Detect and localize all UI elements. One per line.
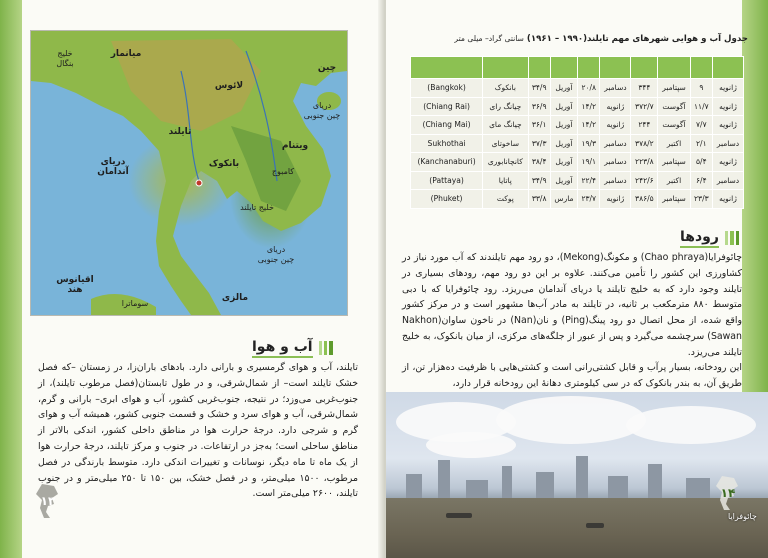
table-cell: ۳۴/۹ bbox=[529, 79, 550, 97]
building-shape bbox=[576, 456, 588, 500]
table-cell: سپتامبر bbox=[658, 79, 689, 97]
table-cell: ۹ bbox=[691, 79, 712, 97]
table-row bbox=[411, 98, 743, 116]
table-cell: چیانگ مای bbox=[483, 116, 527, 134]
label-indian-ocean: اقیانوس هند bbox=[56, 275, 94, 295]
table-cell: دسامبر bbox=[713, 135, 743, 153]
table-cell: ۱۹/۳ bbox=[578, 135, 599, 153]
table-cell: پاتایا bbox=[483, 172, 527, 190]
label-scs-bottom: دریای چین جنوبی bbox=[257, 245, 295, 264]
table-cell: آوریل bbox=[551, 153, 577, 171]
table-header-cell bbox=[658, 57, 689, 78]
table-cell: ۲۲۳/۸ bbox=[631, 153, 657, 171]
table-cell: ۲۴۴ bbox=[631, 116, 657, 134]
cloud-shape bbox=[626, 406, 756, 444]
table-title bbox=[412, 34, 748, 44]
table-row bbox=[411, 190, 743, 208]
table-cell: سپتامبر bbox=[658, 153, 689, 171]
table-cell: ۲/۱ bbox=[691, 135, 712, 153]
table-header-cell bbox=[713, 57, 743, 78]
climate-title: آب و هوا bbox=[252, 339, 313, 358]
table-cell: (Phuket) bbox=[411, 190, 482, 208]
building-shape bbox=[536, 472, 554, 500]
chao-phraya-photo bbox=[386, 392, 768, 558]
section-bars-icon bbox=[319, 341, 333, 355]
building-shape bbox=[608, 476, 628, 500]
table-cell: آوریل bbox=[551, 98, 577, 116]
table-cell: ژانویه bbox=[713, 153, 743, 171]
label-scs-top: دریای چین جنوبی bbox=[303, 101, 341, 120]
table-cell: آوریل bbox=[551, 172, 577, 190]
table-cell: ژانویه bbox=[713, 116, 743, 134]
table-cell: ۲۳/۷ bbox=[578, 190, 599, 208]
table-header-cell bbox=[578, 57, 599, 78]
table-header-cell bbox=[483, 57, 527, 78]
table-cell: دسامبر bbox=[713, 172, 743, 190]
table-header-cell bbox=[691, 57, 712, 78]
rivers-paragraph-1: چائوفرایا(Chao phraya) و مکونگ(Mekong)، دو رود مهم تایلندند که آب مورد نیاز در کشاورزی این کشور را تأمین می‌کنند. علاوه بر این دو رود مهم، رودهای بسیاری در تایلند وجود دارد که به خلیج تایلند یا دریای آندامان می‌ریزد. رود چائوفرایا که با دبی متوسط ۸۸۰ مترمکعب بر ثانیه، در تایلند به مادر آب‌ها مشهور است و در مرکز کشور واقع شده، از محل اتصال دو رود پینگ(Ping) و نان(Nan) در ناخون ساوان(Nakhon Sawan) سرچشمه می‌گیرد و پس از عبور از جلگه‌های مرکزی، از میان بانکوک، به خلیج تایلند می‌ریزد. bbox=[402, 252, 742, 358]
table-cell: دسامبر bbox=[600, 172, 630, 190]
table-cell: (Kanchanaburi) bbox=[411, 153, 482, 171]
table-row bbox=[411, 172, 743, 190]
table-cell: اکتبر bbox=[658, 135, 689, 153]
label-china: چین bbox=[317, 63, 337, 73]
label-cambodia: کامبوج bbox=[271, 167, 295, 176]
table-cell: مارس bbox=[551, 190, 577, 208]
table-cell: ۲۴۲/۶ bbox=[631, 172, 657, 190]
climate-heading bbox=[252, 338, 333, 358]
table-row bbox=[411, 135, 743, 153]
table-cell: (Chiang Rai) bbox=[411, 98, 482, 116]
table-row bbox=[411, 79, 743, 97]
table-cell: ۲۲/۴ bbox=[578, 172, 599, 190]
photo-caption: چائوفرایا bbox=[728, 512, 757, 521]
left-margin-bar bbox=[0, 0, 22, 558]
table-body bbox=[411, 79, 743, 208]
building-shape bbox=[686, 478, 710, 500]
label-laos: لائوس bbox=[214, 81, 244, 91]
table-cell: دسامبر bbox=[600, 153, 630, 171]
table-cell: ۳۸۶/۵ bbox=[631, 190, 657, 208]
thailand-map bbox=[30, 30, 348, 316]
section-bars-icon bbox=[725, 231, 739, 245]
rivers-paragraph-2: این رودخانه، بسیار پرآب و قابل کشتی‌رانی است و کشتی‌هایی با ظرفیت ده‌هزار تن، از طریق آن، به بندر بانکوک که در سی کیلومتری دهانهٔ این رودخانه قرار دارد، bbox=[402, 362, 742, 389]
table-cell: ۳۴/۹ bbox=[529, 172, 550, 190]
table-row bbox=[411, 116, 743, 134]
cloud-shape bbox=[426, 432, 516, 458]
label-vietnam: ویتنام bbox=[281, 141, 309, 151]
table-cell: کانچانابوری bbox=[483, 153, 527, 171]
bangkok-marker bbox=[196, 180, 202, 186]
table-cell: ژانویه bbox=[713, 98, 743, 116]
table-cell: ژانویه bbox=[600, 190, 630, 208]
table-header-cell bbox=[631, 57, 657, 78]
boat-shape bbox=[586, 523, 604, 528]
table-cell: سپتامبر bbox=[658, 190, 689, 208]
label-thai-gulf: خلیج تایلند bbox=[240, 203, 274, 212]
table-cell: آگوست bbox=[658, 116, 689, 134]
building-shape bbox=[502, 466, 512, 500]
table-cell: Sukhothai bbox=[411, 135, 482, 153]
table-unit: سانتی گراد– میلی متر bbox=[454, 34, 524, 43]
table-cell: (Bangkok) bbox=[411, 79, 482, 97]
label-myanmar: میانمار bbox=[110, 49, 142, 59]
table-cell: دسامبر bbox=[600, 135, 630, 153]
table-cell: بانکوک bbox=[483, 79, 527, 97]
cloud-shape bbox=[496, 396, 646, 444]
table-cell: ۳۷۸/۲ bbox=[631, 135, 657, 153]
table-cell: ژانویه bbox=[600, 116, 630, 134]
table-cell: ۵/۴ bbox=[691, 153, 712, 171]
table-cell: ۲۰/۸ bbox=[578, 79, 599, 97]
label-thailand: تایلند bbox=[168, 127, 192, 137]
label-malaysia: مالزی bbox=[221, 293, 249, 303]
table-cell: ۳۶/۱ bbox=[529, 116, 550, 134]
building-shape bbox=[648, 464, 662, 500]
table-cell: ژانویه bbox=[600, 98, 630, 116]
table-cell: آگوست bbox=[658, 98, 689, 116]
table-cell: چیانگ رای bbox=[483, 98, 527, 116]
table-cell: (Pattaya) bbox=[411, 172, 482, 190]
building-shape bbox=[438, 460, 450, 500]
table-header-row bbox=[411, 57, 743, 78]
table-cell: ۳۷۲/۷ bbox=[631, 98, 657, 116]
table-cell: ۱۴/۲ bbox=[578, 98, 599, 116]
table-cell: دسامبر bbox=[600, 79, 630, 97]
table-title-text: جدول آب و هوایی شهرهای مهم تایلند(۱۹۹۰ – ۱۹۶۱) bbox=[526, 34, 748, 44]
table-cell: ۶/۴ bbox=[691, 172, 712, 190]
right-page-number-text: ۱۴ bbox=[720, 486, 736, 500]
table-cell: پوکت bbox=[483, 190, 527, 208]
boat-shape bbox=[446, 513, 472, 518]
table-cell: ۳۷/۳ bbox=[529, 135, 550, 153]
table-cell: ۱۹/۱ bbox=[578, 153, 599, 171]
label-sumatra: سوماترا bbox=[121, 299, 149, 308]
table-cell: ژانویه bbox=[713, 79, 743, 97]
river-water bbox=[386, 498, 768, 558]
table-cell: ۱۴/۲ bbox=[578, 116, 599, 134]
table-cell: ۳۴۴ bbox=[631, 79, 657, 97]
table-cell: ۱۱/۷ bbox=[691, 98, 712, 116]
table-header-cell bbox=[411, 57, 482, 78]
table-cell: ۷/۷ bbox=[691, 116, 712, 134]
table-cell: آوریل bbox=[551, 79, 577, 97]
table-cell: ساخوتای bbox=[483, 135, 527, 153]
climate-paragraph: تایلند، آب و هوای گرمسیری و بارانی دارد. بادهای باران‌زا، در زمستان –که فصل خشک تایلند است– از شمال‌شرقی، و در طول تابستان(فصل مرطوب تایلند)، از جنوب‌غربی می‌وزد؛ در نتیجه، جنوب‌غربی کشور، آب و هوای ابری– بارانی و گرم، شمال‌شرقی، آب و هوای سرد و خشک و قسمت جنوبی کشور، همیشه آب و هوای گرم و شرجی دارد. درجهٔ حرارت هوا در مناطق داخلی کشور، اندکی بالاتر از مناطق ساحلی است؛ به‌جز در ارتفاعات. در جنوب و مرکز تایلند، درجهٔ حرارت هوا از یک ماه تا ماه دیگر، نوسانات و تغییرات اندکی دارد. متوسط بارندگی در فصل مرطوب، ۱۵۰۰ میلی‌متر، و در فصل خشک، بین ۱۵۰ تا ۲۵۰ میلی‌متر و در جنوب تایلند، ۲۶۰۰ میلی‌متر است. bbox=[38, 362, 358, 500]
table-header-cell bbox=[600, 57, 630, 78]
label-andaman: دریای آندامان bbox=[97, 157, 129, 177]
left-page-number-text: ۱۳ bbox=[40, 494, 56, 508]
table-cell: (Chiang Mai) bbox=[411, 116, 482, 134]
table-cell: ۳۶/۹ bbox=[529, 98, 550, 116]
label-bengal: خلیج بنگال bbox=[56, 49, 74, 68]
table-cell: آوریل bbox=[551, 135, 577, 153]
table-cell: آوریل bbox=[551, 116, 577, 134]
label-bangkok: بانکوک bbox=[208, 159, 240, 169]
building-shape bbox=[406, 474, 422, 500]
table-cell: ژانویه bbox=[713, 190, 743, 208]
rivers-title: رودها bbox=[680, 229, 719, 248]
table-cell: ۲۳/۳ bbox=[691, 190, 712, 208]
left-page-number bbox=[32, 482, 64, 520]
table-row bbox=[411, 153, 743, 171]
table-cell: ۳۳/۸ bbox=[529, 190, 550, 208]
right-page-number bbox=[712, 474, 744, 512]
table-header-cell bbox=[551, 57, 577, 78]
rivers-heading bbox=[680, 228, 739, 248]
table-cell: ۳۸/۴ bbox=[529, 153, 550, 171]
table-header-cell bbox=[529, 57, 550, 78]
climate-table bbox=[410, 56, 744, 209]
building-shape bbox=[466, 480, 488, 500]
table-cell: اکتبر bbox=[658, 172, 689, 190]
